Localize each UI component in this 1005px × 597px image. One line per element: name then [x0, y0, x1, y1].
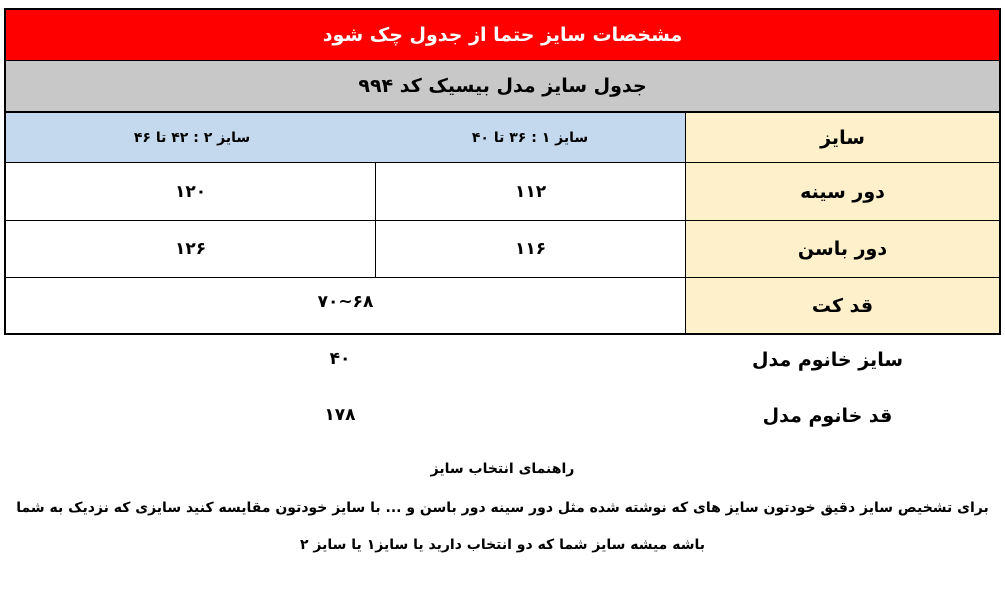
row-label-cell: [685, 220, 1001, 278]
table-title-bar: [4, 60, 1001, 113]
model-size-label: سایز خانوم مدل: [751, 349, 904, 371]
table-title: جدول سایز مدل بیسیک کد ۹۹۴: [358, 75, 647, 97]
header-size2: سایز ۲ : ۴۲ تا ۴۶: [133, 129, 251, 146]
model-height-value: ۱۷۸: [324, 405, 356, 425]
chest-size2-value: ۱۲۰: [174, 181, 207, 202]
chest-size1-value: ۱۱۲: [514, 181, 547, 202]
coat-length-value: ۶۸~۷۰: [317, 292, 374, 312]
guide-title: راهنمای انتخاب سایز: [430, 461, 575, 477]
row-label-cell: [685, 277, 1001, 335]
warning-banner: [4, 8, 1001, 62]
row-label-length: قد کت: [811, 294, 874, 317]
header-sizes-cell: [4, 112, 686, 163]
table-cell: [375, 162, 686, 221]
row-label-chest: دور سینه: [800, 180, 885, 203]
banner-title: مشخصات سایز حتما از جدول چک شود: [322, 24, 683, 46]
hips-size1-value: ۱۱۶: [514, 239, 547, 259]
table-cell: [375, 220, 686, 278]
guide-line-1: برای تشخیص سایز دقیق خودتون سایز های که نوشته شده مثل دور سینه دور باسن و ... با سایز خودتون مقایسه کنید سایزی که نزدیک به شما: [16, 500, 989, 516]
table-cell: [4, 277, 686, 335]
table-cell: [4, 220, 376, 278]
hips-size2-value: ۱۲۶: [174, 239, 207, 259]
guide-line-2: باشه میشه سایز شما که دو انتخاب دارید یا سایز۱ یا سایز ۲: [300, 537, 705, 553]
row-label-cell: [685, 162, 1001, 221]
table-cell: [4, 162, 376, 221]
model-size-value: ۴۰: [329, 349, 351, 369]
header-label-cell: [685, 112, 1001, 163]
header-size1: سایز ۱ : ۳۶ تا ۴۰: [471, 129, 589, 146]
model-height-label: قد خانوم مدل: [762, 405, 893, 427]
header-label: سایز: [820, 126, 865, 149]
row-label-hips: دور باسن: [797, 238, 888, 260]
